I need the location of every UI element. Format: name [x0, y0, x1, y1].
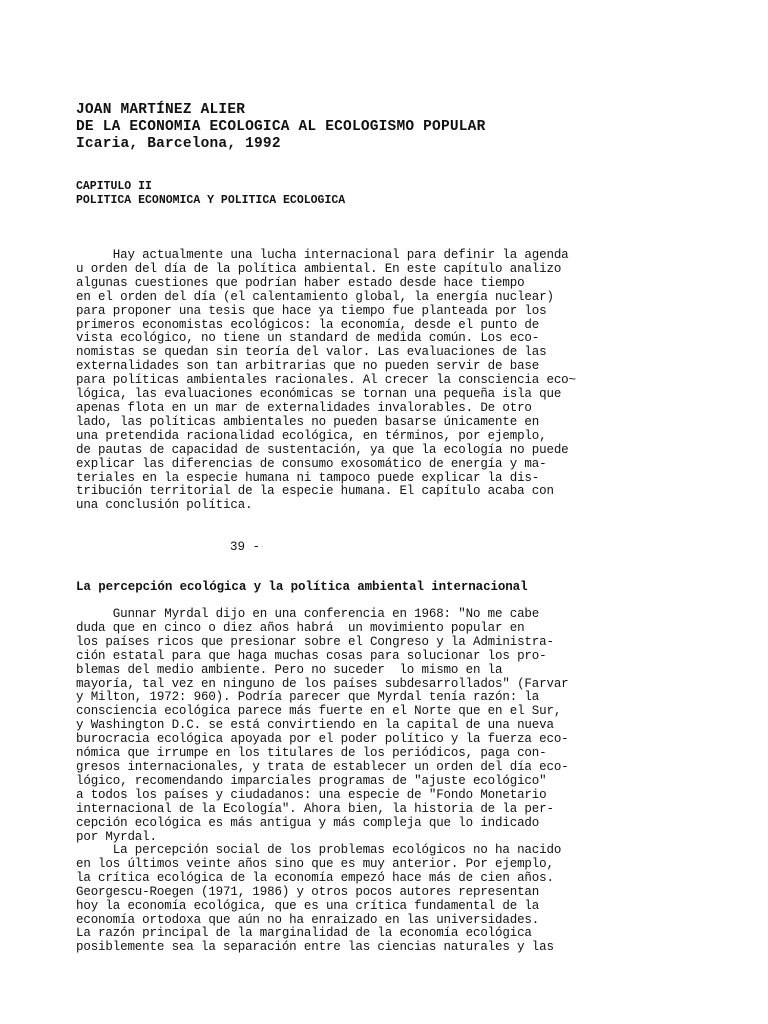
- text-line: duda que en cinco o diez años habrá un movimiento popular en: [76, 620, 525, 635]
- text-line: y Washington D.C. se está convirtiendo en la capital de una nueva: [76, 718, 554, 733]
- text-line: Georgescu-Roegen (1971, 1986) y otros pocos autores representan: [76, 884, 540, 899]
- text-line: a todos los países y ciudadanos: una especie de "Fondo Monetario: [76, 787, 547, 802]
- text-line: hoy la economía ecológica, que es una crítica fundamental de la: [76, 898, 540, 913]
- author-name: JOAN MARTÍNEZ ALIER: [76, 102, 246, 118]
- text-line: para proponer una tesis que hace ya tiempo fue planteada por los: [76, 303, 547, 318]
- text-line: nómica que irrumpe en los titulares de los periódicos, paga con-: [76, 746, 547, 761]
- text-line: y Milton, 1972: 960). Podría parecer que Myrdal tenía razón: la: [76, 690, 540, 705]
- text-line: ción estatal para que haga muchas cosas para solucionar los pro-: [76, 648, 547, 663]
- text-line: blemas del medio ambiente. Pero no suceder lo mismo en la: [76, 662, 503, 677]
- chapter-number: CAPITULO II: [76, 180, 152, 193]
- text-line: la crítica ecológica de la economía empezó hace más de cien años.: [76, 870, 554, 885]
- text-line: cepción ecológica es más antigua y más compleja que lo indicado: [76, 815, 540, 830]
- text-line: vista ecológico, no tiene un standard de medida común. Los eco-: [76, 331, 540, 346]
- section-title: La percepción ecológica y la política ambiental internacional: [76, 580, 528, 594]
- text-line: gresos internacionales, y trata de establecer un orden del día eco-: [76, 759, 569, 774]
- text-line: explicar las diferencias de consumo exosomático de energía y ma-: [76, 456, 547, 471]
- publisher-line: Icaria, Barcelona, 1992: [76, 136, 281, 152]
- intro-paragraph: [76, 249, 576, 513]
- text-line: burocracia ecológica apoyada por el poder político y la fuerza eco-: [76, 732, 569, 747]
- text-line: internacional de la Ecología". Ahora bien, la historia de la per-: [76, 801, 554, 816]
- text-line: en los últimos veinte años sino que es muy anterior. Por ejemplo,: [76, 856, 554, 871]
- text-line: consciencia ecológica parece más fuerte en el Norte que en el Sur,: [76, 704, 562, 719]
- text-line: algunas cuestiones que podrían haber estado desde hace tiempo: [76, 275, 525, 290]
- text-line: posiblemente sea la separación entre las ciencias naturales y las: [76, 940, 554, 955]
- text-line: tribución territorial de la especie humana. El capítulo acaba con: [76, 484, 554, 499]
- text-line: en el orden del día (el calentamiento global, la energía nuclear): [76, 289, 554, 304]
- text-line: apenas flota en un mar de externalidades invalorables. De otro: [76, 400, 532, 415]
- text-line: de pautas de capacidad de sustentación, ya que la ecología no puede: [76, 442, 569, 457]
- body-paragraph-2: [76, 608, 569, 844]
- text-line: una conclusión política.: [76, 498, 253, 513]
- text-line: los países ricos que presionar sobre el Congreso y la Administra-: [76, 634, 554, 649]
- text-line: Gunnar Myrdal dijo en una conferencia en 1968: "No me cabe: [76, 607, 540, 621]
- text-line: nomistas se quedan sin teoría del valor. Las evaluaciones de las: [76, 345, 547, 360]
- text-line: u orden del día de la política ambiental. En este capítulo analizo: [76, 261, 562, 276]
- text-line: primeros economistas ecológicos: la economía, desde el punto de: [76, 317, 540, 332]
- book-header: [76, 102, 485, 153]
- book-title: DE LA ECONOMIA ECOLOGICA AL ECOLOGISMO POPULAR: [76, 119, 486, 135]
- text-line: teriales en la especie humana ni tampoco puede explicar la dis-: [76, 470, 540, 485]
- text-line: por Myrdal.: [76, 829, 157, 844]
- text-line: Hay actualmente una lucha internacional para definir la agenda: [76, 248, 569, 262]
- text-line: externalidades son tan arbitrarias que no pueden servir de base: [76, 359, 540, 374]
- text-line: La percepción social de los problemas ecológicos no ha nacido: [76, 843, 562, 857]
- chapter-title: POLITICA ECONOMICA Y POLITICA ECOLOGICA: [76, 194, 346, 207]
- text-line: La razón principal de la marginalidad de la economía ecológica: [76, 926, 532, 941]
- text-line: una pretendida racionalidad ecológica, en términos, por ejemplo,: [76, 428, 547, 443]
- text-line: lado, las políticas ambientales no pueden basarse únicamente en: [76, 414, 540, 429]
- text-line: lógica, las evaluaciones económicas se tornan una pequeña isla que: [76, 387, 562, 402]
- chapter-heading: [76, 180, 345, 208]
- text-line: lógico, recomendando imparciales programas de "ajuste ecológico": [76, 773, 547, 788]
- text-line: economía ortodoxa que aún no ha enraizado en las universidades.: [76, 912, 540, 927]
- body-paragraph-3: [76, 844, 561, 955]
- page-number: 39 -: [230, 540, 261, 554]
- text-line: mayoría, tal vez en ninguno de los países subdesarrollados" (Farvar: [76, 676, 569, 691]
- text-line: para políticas ambientales racionales. Al crecer la consciencia eco~: [76, 373, 576, 388]
